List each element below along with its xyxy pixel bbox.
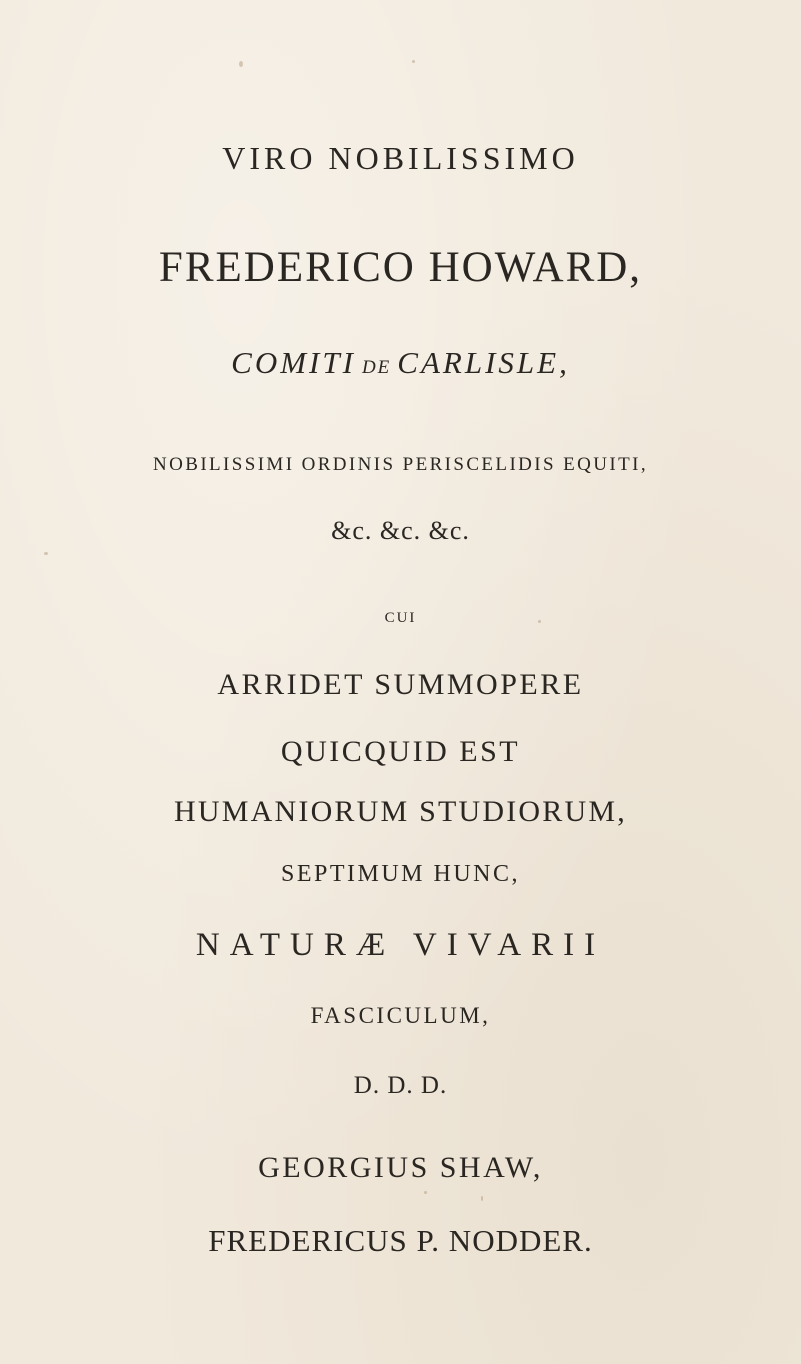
dedication-line-quicquid-est: QUICQUID EST <box>280 735 521 768</box>
de-word: DE <box>361 357 392 378</box>
dedication-line-viro-nobilissimo: VIRO NOBILISSIMO <box>222 140 579 176</box>
paper-speck <box>239 61 243 67</box>
dedication-line-arridet-summopere: ARRIDET SUMMOPERE <box>217 668 584 701</box>
paper-speck <box>412 60 415 63</box>
carlisle-word: CARLISLE, <box>397 345 570 380</box>
dedication-line-septimum-hunc: SEPTIMUM HUNC, <box>280 861 521 887</box>
paper-speck <box>424 1191 427 1194</box>
dedication-line-etc: &c. &c. &c. <box>331 516 470 545</box>
dedication-line-ddd: D. D. D. <box>353 1072 448 1099</box>
dedication-line-fredericus-nodder: FREDERICUS P. NODDER. <box>208 1223 593 1258</box>
dedication-line-ordinis-periscelidis: NOBILISSIMI ORDINIS PERISCELIDIS EQUITI, <box>153 454 648 475</box>
paper-speck <box>44 552 48 555</box>
dedication-line-naturae-vivarii: NATURÆ VIVARII <box>195 927 606 963</box>
dedication-line-frederico-howard: FREDERICO HOWARD, <box>158 244 643 291</box>
dedication-line-comiti-de-carlisle <box>0 347 801 378</box>
dedication-line-humaniorum-studiorum: HUMANIORUM STUDIORUM, <box>174 795 627 828</box>
paper-speck <box>481 1196 483 1201</box>
dedication-line-fasciculum: FASCICULUM, <box>310 1003 491 1028</box>
dedication-line-cui: CUI <box>384 610 417 626</box>
dedication-line-georgius-shaw: GEORGIUS SHAW, <box>258 1151 543 1184</box>
comiti-word: COMITI <box>231 345 356 380</box>
